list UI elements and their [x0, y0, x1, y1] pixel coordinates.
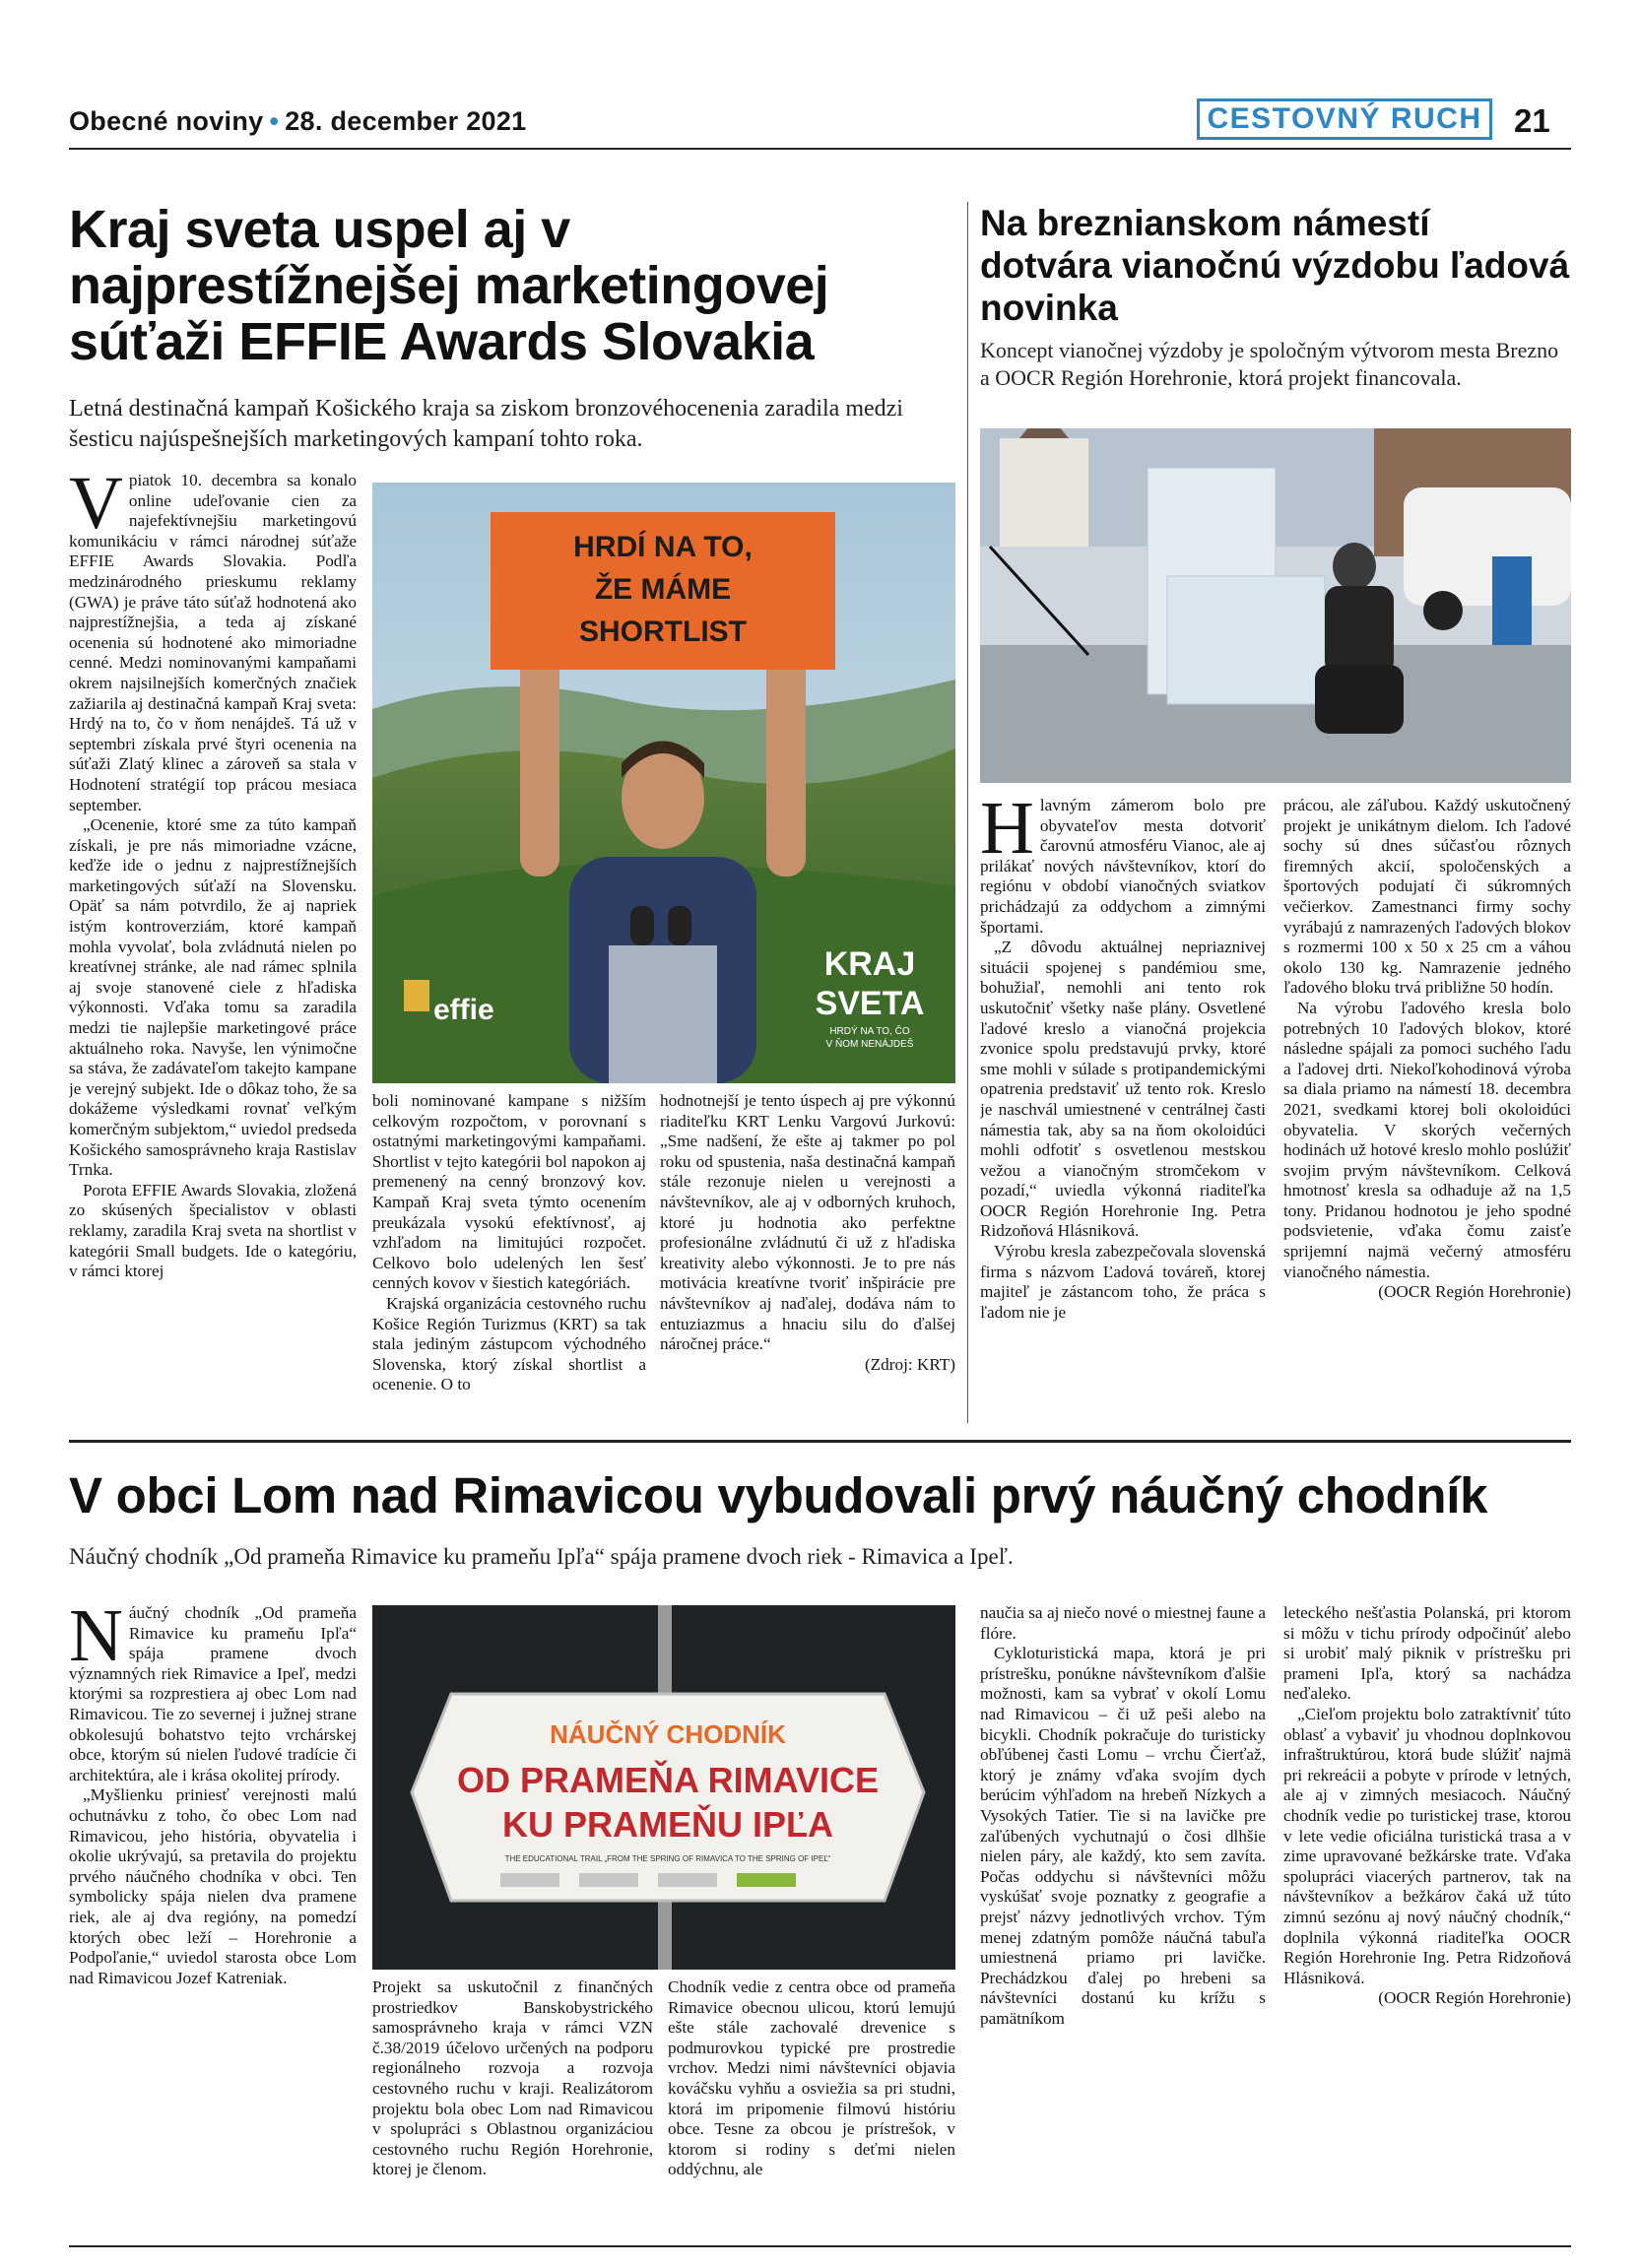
header-rule [69, 148, 1571, 150]
drop-cap: H [980, 796, 1034, 870]
drop-cap: N [69, 1603, 123, 1677]
source-credit: (OOCR Región Horehronie) [1378, 1988, 1571, 2008]
publication-name: Obecné noviny [69, 106, 264, 136]
brand-sub-1: HRDÝ NA TO, ČO [829, 1026, 910, 1037]
paragraph: „Myšlienku priniesť verejnosti malú ochutnávku z toho, čo obec Lom nad Rimavicou, jeho história, obyvatelia i okolie ukrývajú, sa pretavila do projektu prvého náučného chodníka v obci. Ten symbolicky spája nielen dva pramene riek, ale aj dva regióny, na pomedzí ktorých obec leží – Horehronie a Podpoľanie,“ uviedol starosta obce Lom nad Rimavicou Jozef Katreniak. [69, 1785, 357, 1987]
trail-sign-line-3: KU PRAMEŇU IPĽA [501, 1804, 834, 1845]
article3-column-1 [69, 1603, 357, 2234]
article1-column-1 [69, 471, 357, 1431]
issue-date: 28. december 2021 [285, 106, 527, 136]
paragraph: prácou, ale záľubou. Každý uskutočnený projekt je unikátnym dielom. Ich ľadové sochy sú dnes súčasťou rôznych firemných akcií, spoločenských a športových podujatí či súkromných večierkov. Zamestnanci firmy sochy vyrábajú z namrazených ľadových blokov s rozmermi 100 x 50 x 25 cm a váhou okolo 130 kg. Namrazenie jedného ľadového bloku trvá približne 50 hodín. [1283, 796, 1571, 998]
trail-sign-line-1: NÁUČNÝ CHODNÍK [550, 1719, 786, 1749]
trail-sign-photo [372, 1605, 955, 1970]
brand-sub-2: V ŇOM NENÁJDEŠ [825, 1039, 914, 1050]
section-rule [69, 1440, 1571, 1443]
paragraph: Chodník vedie z centra obce od prameňa Rimavice obecnou ulicou, ktorú lemujú ešte stále zachovalé drevenice s podmurovkou typické pre prostredie vrchov. Medzi nimi návštevníci objavia kováčsku vyhňu a osviežia sa pri studni, ktorá im pripomenie filmovú históriu obce. Tesne za obcou je prístrešok, v ktorom si rodiny s deťmi nielen oddýchnu, ale [668, 1977, 955, 2179]
article1-column-2 [372, 1091, 646, 1431]
paragraph: Porota EFFIE Awards Slovakia, zložená zo skúsených špecialistov v oblasti reklamy, zaradila Kraj sveta na shortlist v kategórii Small budgets. Ide o kategóriu, v rámci ktorej [69, 1180, 357, 1281]
article1-column-3 [660, 1091, 955, 1431]
section-label: CESTOVNÝ RUCH [1197, 98, 1492, 140]
drop-cap: V [69, 471, 123, 545]
paragraph: Na výrobu ľadového kresla bolo potrebných 10 ľadových blokov, ktoré následne spájali za pomoci suchého ľadu a ľadovej drti. Niekoľkohodinová výroba sa diala priamo na námestí 18. decembra 2021, svedkami ktorej boli okoloidúci obyvatelia. V skorých večerných hodinách už hotové kreslo mohlo poslúžiť svojim prvým návštevníkom. Celková hmotnosť kresla sa odhaduje až na 1,5 tony. Pridanou hodnotou je jeho spodné podsvietenie, vďaka čomu zaisťe sprijemní najmä večerný atmosféru vianočného námestia. [1283, 998, 1571, 1281]
paragraph: naučia sa aj niečo nové o miestnej faune a flóre. [980, 1603, 1266, 1643]
paragraph: Výrobu kresla zabezpečovala slovenská firma s názvom Ľadová továreň, ktorej majiteľ je zástancom toho, že práca s ľadom nie je [980, 1242, 1266, 1322]
paragraph: hodnotnejší je tento úspech aj pre výkonnú riaditeľku KRT Lenku Vargovú Jurkovú: „Sme nadšení, že ešte aj takmer po pol roku od spustenia, naša destinačná kampaň stále rezonuje nielen u verejnosti a návštevníkov, ale aj v odborných kruhoch, ktoré ju hodnotia ako perfektne profesionálne zvládnutú či už z hľadiska kreativity alebo výkonnosti. Je to pre nás motivácia kreatívne tvoriť inšpirácie pre návštevníkov aj naďalej, dodáva nám to entuziazmus a hnaciu silu do ďalšej náročnej práce.“ [660, 1091, 955, 1354]
brand-line-1: KRAJ [823, 945, 916, 983]
ice-chair-photo [980, 428, 1571, 783]
kraj-sveta-campaign-photo [372, 483, 955, 1083]
paragraph: „Z dôvodu aktuálnej nepriaznivej situácii spojenej s pandémiou sme, bohužiaľ, nemohli ani tento rok uskutočniť všetky naše plány. Osvetlené ľadové kreslo a vianočná projekcia zvonice spolu predstavujú prvky, ktoré sme mohli v súlade s protipandemickými opatrenia predstaviť už tento rok. Kreslo je naschvál umiestnené v centrálnej časti námestia tak, aby sa na ňom okoloidúci mohli odfotiť s osvetlenou mestskou vežou a vianočným stromčekom v pozadí,“ uviedla výkonná riaditeľka OOCR Región Horehronie Ing. Petra Ridzoňová Hlásniková. [980, 938, 1266, 1241]
article1-lead: Letná destinačná kampaň Košického kraja sa ziskom bronzovéhocenenia zaradila medzi šesticu najúspešnejších marketingových kampaní tohto roka. [69, 396, 903, 452]
paragraph: boli nominované kampane s nižším celkovým rozpočtom, v porovnaní s ostatnými marketingovými kampaňami. Shortlist v tejto kategórii bol napokon aj premenený na cenný bronzový kov. Kampaň Kraj sveta týmto ocenením preukázala vysokú efektívnosť, aj vzhľadom na limitujúci rozpočet. Celkovo bolo udelených len šesť cenných kovov v šiestich kategóriách. [372, 1091, 646, 1293]
article2-lead: Koncept vianočnej výzdoby je spoločným výtvorom mesta Brezno a OOCR Región Horehronie, ktorá projekt financovala. [980, 338, 1559, 390]
column-separator [967, 202, 968, 1423]
footer-rule [69, 2245, 1571, 2247]
masthead [69, 106, 526, 137]
article2-photo [980, 428, 1571, 783]
trail-sign-line-4: THE EDUCATIONAL TRAIL „FROM THE SPRING OF RIMAVICA TO THE SPRING OF IPEĽ“ [504, 1854, 831, 1863]
trail-sign-line-2: OD PRAMEŇA RIMAVICE [456, 1760, 880, 1800]
page-number: 21 [1514, 102, 1550, 139]
source-credit: (Zdroj: KRT) [864, 1354, 955, 1374]
article3-column-4 [980, 1603, 1266, 2234]
source-credit: (OOCR Región Horehronie) [1378, 1282, 1571, 1302]
paragraph: leteckého nešťastia Polanská, pri ktorom si môžu v tichu prírody odpočinúť alebo si urobiť malý piknik v prístrešku pri prameni Ipľa, ktorý sa nachádza neďaleko. [1283, 1603, 1571, 1704]
article2-column-2 [1283, 796, 1571, 1426]
article3-lead: Náučný chodník „Od prameňa Rimavice ku prameňu Ipľa“ spája pramene dvoch riek - Rimavica a Ipeľ. [69, 1544, 1014, 1569]
article2-title: Na breznianskom námestí dotvára vianočnú výzdobu ľadová novinka [980, 203, 1570, 328]
article2-column-1 [980, 796, 1266, 1426]
article3-photo [372, 1605, 955, 1970]
paragraph: lavným zámerom bolo pre obyvateľov mesta dotvoriť čarovnú atmosféru Vianoc, ale aj prilákať nových návštevníkov, ktorí do regiónu v období vianočných sviatkov prichádzajú za oddychom a zimnými športami. [980, 796, 1266, 937]
article3-title: V obci Lom nad Rimavicou vybudovali prvý náučný chodník [69, 1467, 1488, 1523]
paragraph: áučný chodník „Od prameňa Rimavice ku prameňu Ipľa“ spája pramene dvoch významných riek Rimavice a Ipeľ, medzi ktorými sa rozprestiera aj obec Lom nad Rimavicou. Tie zo severnej i južnej strane obkolesujú bohatstvo tejto vrchárskej obce, ktorým sú nielen ľudové tradície či architektúra, ale i krása okolitej prírody. [69, 1603, 357, 1784]
paragraph: piatok 10. decembra sa konalo online udeľovanie cien za najefektívnejšiu marketingovú komunikáciu v rámci národnej súťaže EFFIE Awards Slovakia. Podľa medzinárodného prieskumu reklamy (GWA) je práve táto súťaž hodnotená ako najprestížnejšia, a teda aj získané ocenenia sú hodnotené ako mimoriadne cenné. Medzi nominovanými kampaňami okrem najsilnejších komerčných značiek zažiarila aj destinačná kampaň Kraj sveta: Hrdý na to, čo v ňom nenájdeš. Tá už v septembri získala prvé štyri ocenenia na súťaži Zlatý klinec a zároveň sa stala v Hodnotení stratégií top prácou mesiaca september. [69, 471, 357, 814]
sign-line-3: SHORTLIST [579, 616, 747, 648]
sign-line-1: HRDÍ NA TO, [573, 531, 753, 563]
article1-title: Kraj sveta uspel aj v najprestížnejšej marketingovej súťaži EFFIE Awards Slovakia [69, 200, 829, 371]
paragraph: Krajská organizácia cestovného ruchu Košice Región Turizmus (KRT) sa tak stala jediným zástupcom východného Slovenska, ktorý získal shortlist a ocenenie. O to [372, 1293, 646, 1394]
paragraph: Cykloturistická mapa, ktorá je pri prístrešku, ponúkne návštevníkom ďalšie možnosti, kam sa vybrať v okolí Lomu nad Rimavicou – či už peši alebo na bicykli. Chodník pokračuje do turisticky obľúbenej časti Lomu – vrchu Čierťaž, ktorý je známy vďaka svojím dych berúcim výhľadom na hrebeň Nízkych a Vysokých Tatier. Tie si na lavičke pre zaľúbených vychutnajú o čosi dlhšie nielen páry, ale každý, kto sem zavíta. Počas oddychu si návštevníci môžu vyskúšať svoje poznatky z geografie a prejsť názvy jednotlivých vrchov. Tým menej zdatným pomôže náučná tabuľa umiestnená priamo pri lavičke. Prechádzkou ďalej po hrebeni sa návštevníci dostanú ku krížu s pamätníkom [980, 1644, 1266, 2028]
article3-column-2 [372, 1977, 653, 2234]
article3-column-5 [1283, 1603, 1571, 2234]
paragraph: „Ocenenie, ktoré sme za túto kampaň získali, je pre nás mimoriadne vzácne, keďže ide o jednu z najprestížnejších marketingových súťaží na Slovensku. Opäť sa nám potvrdilo, že aj napriek istým kontroverziám, ktoré kampaň mohla vyvolať, bola zvládnutá nielen po kreatívnej stránke, ale nad rámec splnila aj svoje stanovené ciele z hľadiska výkonnosti. Vďaka tomu sa zaradila medzi tie najlepšie marketingové práce aktuálneho roka. Navyše, len výnimočne sa stáva, že zadávateľom takejto kampane je verejný subjekt. Ide o dôkaz toho, že sa dokážeme výsledkami rovnať veľkým komerčným subjektom,“ uviedol predseda Košického samosprávneho kraja Rastislav Trnka. [69, 815, 357, 1180]
brand-line-2: SVETA [815, 985, 925, 1022]
effie-logo: effie [433, 994, 494, 1026]
separator-dot: • [269, 106, 280, 136]
article1-photo [372, 483, 955, 1083]
paragraph: „Cieľom projektu bolo zatraktívniť túto oblasť a vybaviť ju vhodnou doplnkovou infraštruktúrou, ktorá bude slúžiť najmä pri rekreácii a pobyte v prírode v letných, ale aj v zimných mesiacoch. Náučný chodník vedie po turistickej trase, ktorou v lete vedie oficiálna turistická trasa a v zime upravované bežkárske trate. Vďaka spolupráci viacerých partnerov, tak na návštevníkov a bežkárov čaká už túto zimnú sezónu aj nový náučný chodník,“ doplnila výkonná riaditeľka OOCR Región Horehronie Ing. Petra Ridzoňová Hlásniková. [1283, 1704, 1571, 1987]
paragraph: Projekt sa uskutočnil z finančných prostriedkov Banskobystrického samosprávneho kraja v rámci VZN č.38/2019 účelovo určených na podporu regionálneho rozvoja a rozvoja cestovného ruchu v kraji. Realizátorom projektu bola obec Lom nad Rimavicou v spolupráci s Oblastnou organizáciou cestovného ruchu Región Horehronie, ktorej je členom. [372, 1977, 653, 2179]
sign-line-2: ŽE MÁME [594, 573, 732, 606]
article3-column-3 [668, 1977, 955, 2234]
